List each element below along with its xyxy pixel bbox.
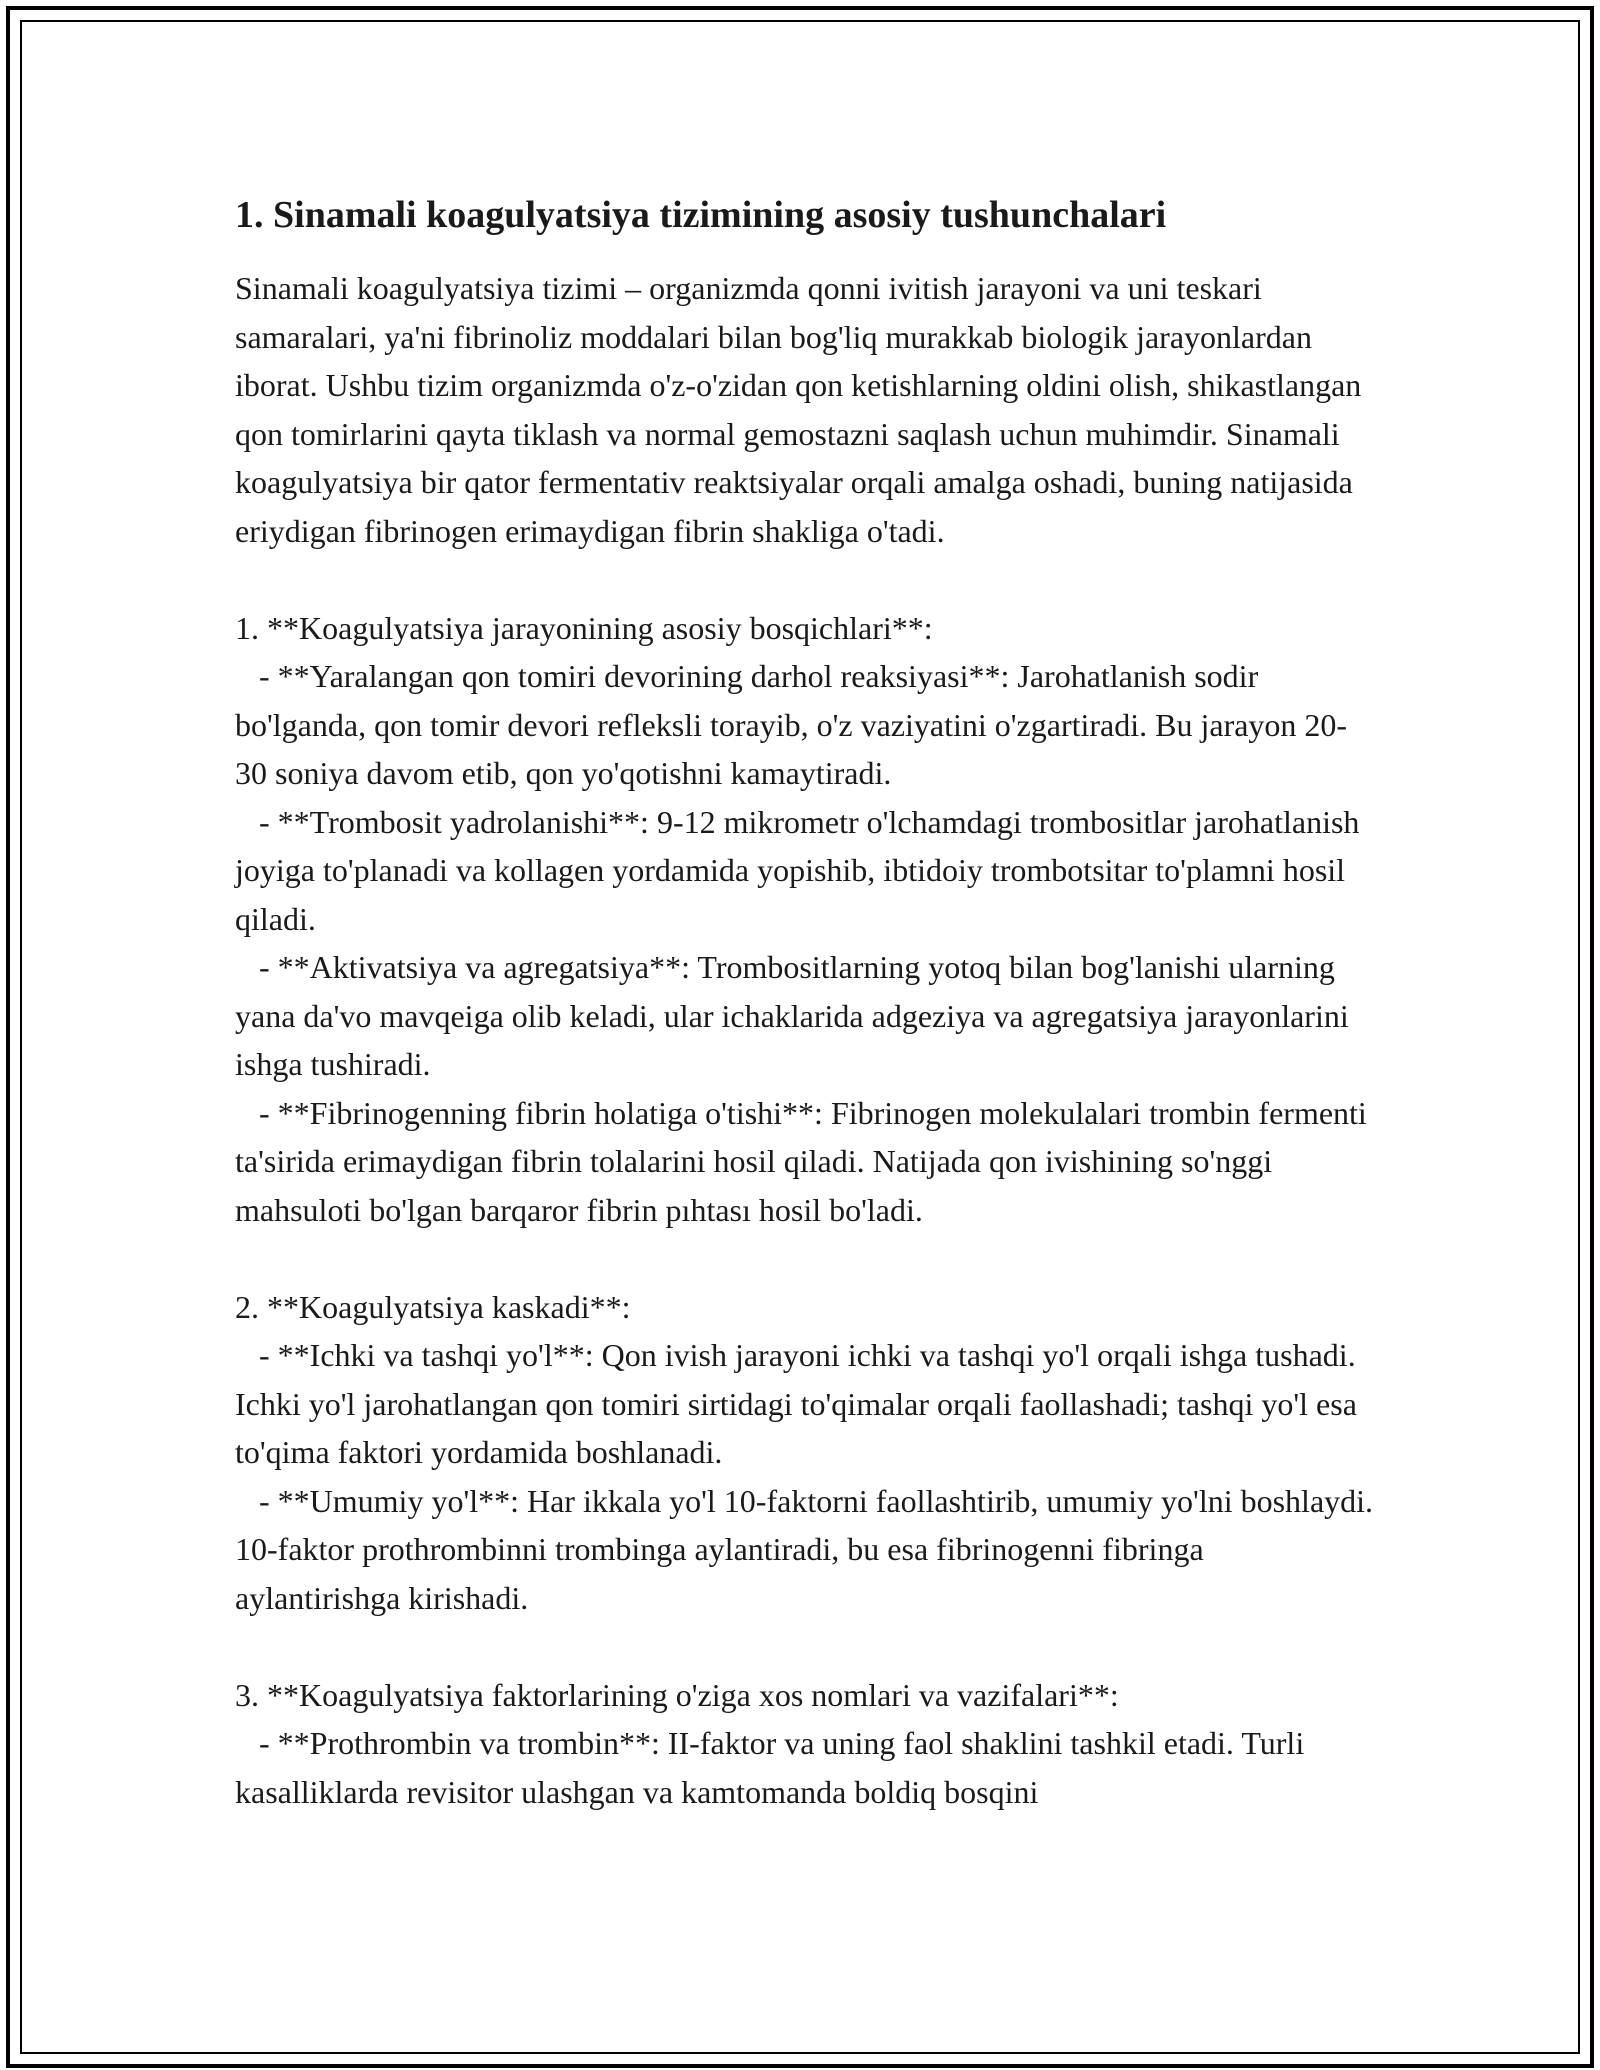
intro-paragraph: Sinamali koagulyatsiya tizimi – organizmda qonni ivitish jarayoni va uni teskari samaralari, ya'ni fibrinoliz moddalari bilan bog'liq murakkab biologik jarayonlardan iborat. Ushbu tizim organizmda o'z-o'zidan qon ketishlarning oldini olish, shikastlangan qon tomirlarini qayta tiklash va normal gemostazni saqlash uchun muhimdir. Sinamali koagulyatsiya bir qator fermentativ reaktsiyalar orqali amalga oshadi, buning natijasida eriydigan fibrinogen erimaydigan fibrin shakliga o'tadi. <box>235 270 1370 549</box>
spacer <box>235 1234 1375 1283</box>
document-body <box>235 190 1382 1816</box>
spacer <box>235 1622 1375 1671</box>
section-1-item-4: - **Fibrinogenning fibrin holatiga o'tishi**: Fibrinogen molekulalari trombin fermenti ta'sirida erimaydigan fibrin tolalarini hosil qiladi. Natijada qon ivishining so'nggi mahsuloti bo'lgan barqaror fibrin pıhtası hosil bo'ladi. <box>235 1094 1375 1228</box>
document-title: 1. Sinamali koagulyatsiya tizimining asosiy tushunchalari <box>235 194 1167 236</box>
section-1-heading: 1. **Koagulyatsiya jarayonining asosiy bosqichlari**: <box>235 609 933 646</box>
section-2-item-2: - **Umumiy yo'l**: Har ikkala yo'l 10-faktorni faollashtirib, umumiy yo'lni boshlaydi. 10-faktor prothrombinni trombinga aylantiradi, bu esa fibrinogenni fibringa aylantirishga kirishadi. <box>235 1482 1382 1616</box>
section-3-item-1: - **Prothrombin va trombin**: II-faktor va uning faol shaklini tashkil etadi. Turli kasalliklarda revisitor ulashgan va kamtomanda boldiq bosqini <box>235 1725 1313 1810</box>
section-1-item-1: - **Yaralangan qon tomiri devorining darhol reaksiyasi**: Jarohatlanish sodir bo'lganda, qon tomir devori refleksli torayib, o'z vaziyatini o'zgartiradi. Bu jarayon 20-30 soniya davom etib, qon yo'qotishni kamaytiradi. <box>235 658 1348 791</box>
spacer <box>235 555 1375 604</box>
section-1-item-3: - **Aktivatsiya va agregatsiya**: Trombositlarning yotoq bilan bog'lanishi ularning yana da'vo mavqeiga olib keladi, ular ichaklarida adgeziya va agregatsiya jarayonlarini ishga tushiradi. <box>235 949 1357 1082</box>
section-2-item-1: - **Ichki va tashqi yo'l**: Qon ivish jarayoni ichki va tashqi yo'l orqali ishga tushadi. Ichki yo'l jarohatlangan qon tomiri sirtidagi to'qimalar orqali faollashadi; tashqi yo'l esa to'qima faktori yordamida boshlanadi. <box>235 1337 1365 1470</box>
section-3-heading: 3. **Koagulyatsiya faktorlarining o'ziga xos nomlari va vazifalari**: <box>235 1676 1119 1713</box>
section-1-item-2: - **Trombosit yadrolanishi**: 9-12 mikrometr o'lchamdagi trombositlar jarohatlanish joyiga to'planadi va kollagen yordamida yopishib, ibtidoiy trombotsitar to'plamni hosil qiladi. <box>235 803 1368 937</box>
section-2-heading: 2. **Koagulyatsiya kaskadi**: <box>235 1288 631 1325</box>
